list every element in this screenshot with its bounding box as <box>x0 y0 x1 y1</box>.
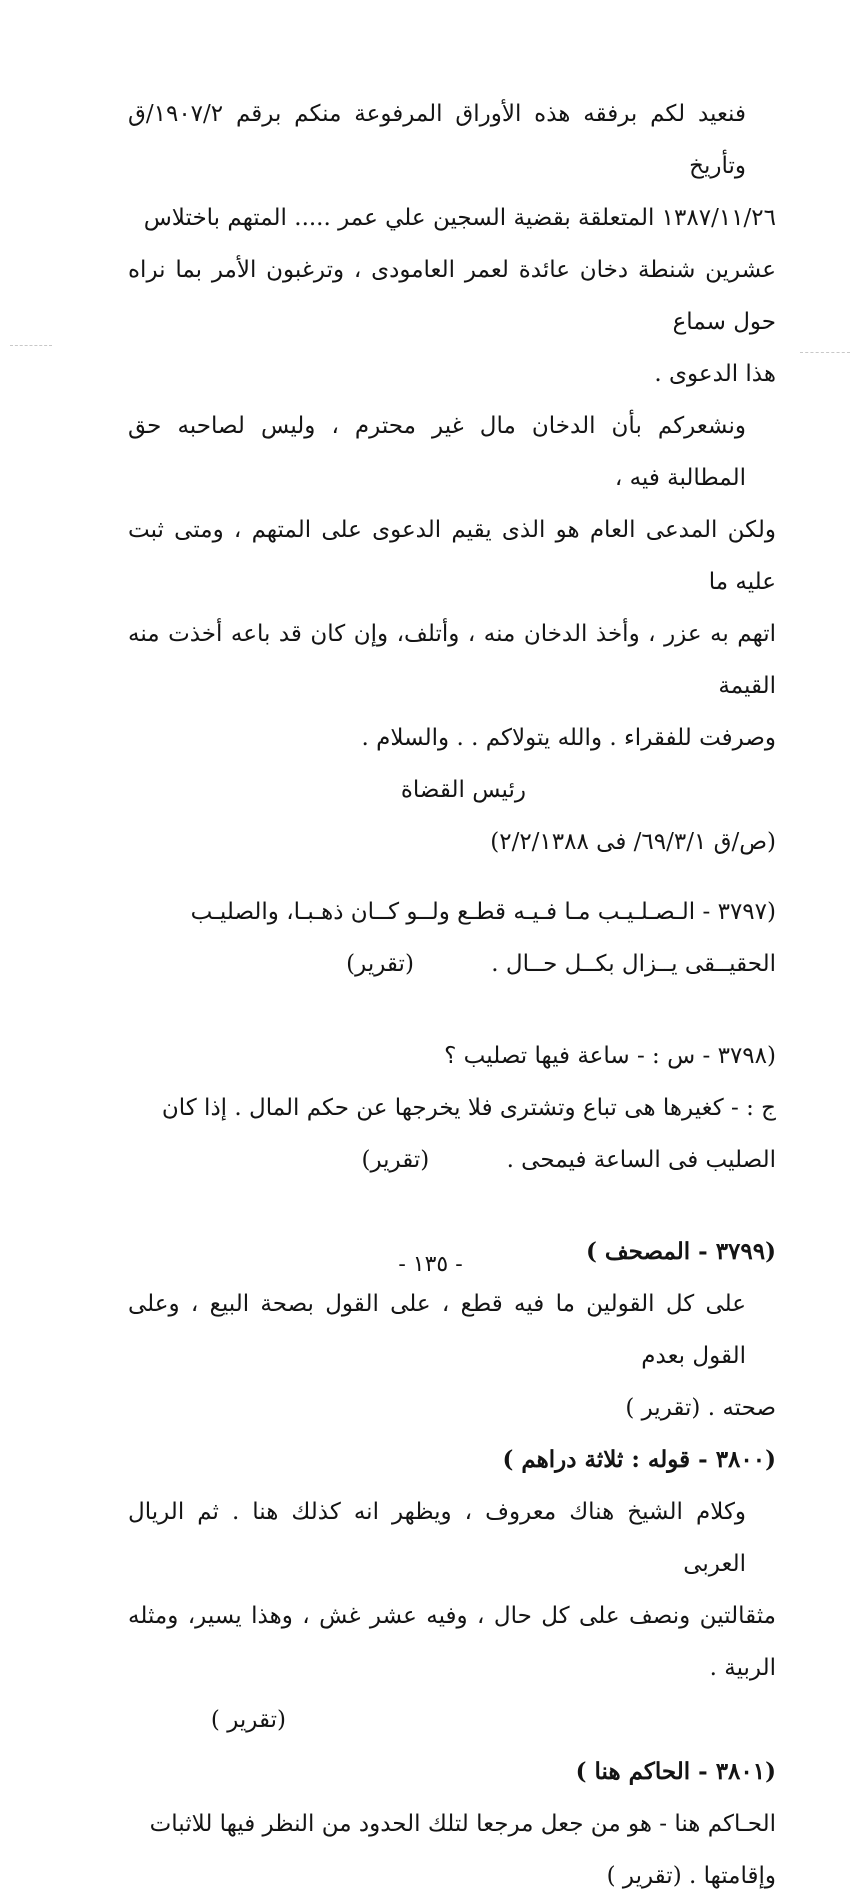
text-line: فنعيد لكم برفقه هذه الأوراق المرفوعة منكم برقم ١٩٠٧/٢/ق وتأريخ <box>128 101 746 179</box>
section-text-line: وإقامتها . (تقرير ) <box>606 1863 776 1889</box>
section-3800 <box>128 1434 776 1746</box>
section-text-line: (٣٧٩٧ - الـصـلـيـب مـا فـيـه قطـع ولــو كــان ذهـبـا، والصليـب <box>190 899 776 925</box>
section-3797 <box>128 886 776 990</box>
letter-reference: (ص/ق ٦٩/٣/١/ فى ٢/٢/١٣٨٨) <box>490 829 776 855</box>
section-heading: (٣٧٩٩ - المصحف ) <box>585 1238 776 1265</box>
section-text: الصليب فى الساعة فيمحى . <box>506 1147 776 1173</box>
text-line: عشرين شنطة دخان عائدة لعمر العامودى ، وترغبون الأمر بما نراه حول سماع <box>128 257 776 335</box>
section-text-line: ج : - كغيرها هى تباع وتشترى فلا يخرجها عن حكم المال . إذا كان <box>161 1095 776 1121</box>
letter-paragraph-2 <box>128 400 776 764</box>
taqrir-tag: (تقرير) <box>346 951 414 977</box>
section-text: الحقيــقى يــزال بكــل حــال . <box>491 951 776 977</box>
text-line: هذا الدعوى . <box>654 361 776 387</box>
section-text-line: الحـاكم هنا - هو من جعل مرجعا لتلك الحدود من النظر فيها للاثبات <box>149 1811 776 1837</box>
section-heading: (٣٧٩٨ - س : - ساعة فيها تصليب ؟ <box>444 1043 776 1069</box>
section-heading: (٣٨٠٠ - قوله : ثلاثة دراهم ) <box>502 1446 776 1473</box>
section-text-line <box>128 938 776 990</box>
page-content <box>128 88 776 1902</box>
taqrir-tag: (تقرير) <box>361 1147 430 1173</box>
text-line: وصرفت للفقراء . والله يتولاكم . . والسلام . <box>361 725 776 751</box>
text-line: ١٣٨٧/١١/٢٦ المتعلقة بقضية السجين علي عمر ..... المتهم باختلاس <box>143 205 776 231</box>
text-line: اتهم به عزر ، وأخذ الدخان منه ، وأتلف، وإن كان قد باعه أخذت منه القيمة <box>128 621 776 699</box>
section-3801 <box>128 1746 776 1902</box>
section-heading: (٣٨٠١ - الحاكم هنا ) <box>575 1758 776 1785</box>
margin-mark-left <box>10 345 52 346</box>
text-line: ونشعركم بأن الدخان مال غير محترم ، وليس لصاحبه حق المطالبة فيه ، <box>128 413 746 491</box>
taqrir-tag: (تقرير ) <box>210 1707 286 1733</box>
letter-paragraph-1 <box>128 88 776 400</box>
text-line: ولكن المدعى العام هو الذى يقيم الدعوى على المتهم ، ومتى ثبت عليه ما <box>128 517 776 595</box>
section-text-line: صحته . (تقرير ) <box>625 1395 776 1421</box>
page-number: - ١٣٥ - <box>398 1252 463 1277</box>
margin-mark-right <box>800 352 850 353</box>
section-text-line: وكلام الشيخ هناك معروف ، ويظهر انه كذلك هنا . ثم الريال العربى <box>128 1499 746 1577</box>
section-text-line: على كل القولين ما فيه قطع ، على القول بصحة البيع ، وعلى القول بعدم <box>128 1291 746 1369</box>
signer-title: رئيس القضاة <box>400 777 526 803</box>
section-text-line <box>128 1134 776 1186</box>
section-text-line: مثقالتين ونصف على كل حال ، وفيه عشر غش ، وهذا يسير، ومثله الربية . <box>128 1603 776 1681</box>
section-3798 <box>128 1030 776 1186</box>
